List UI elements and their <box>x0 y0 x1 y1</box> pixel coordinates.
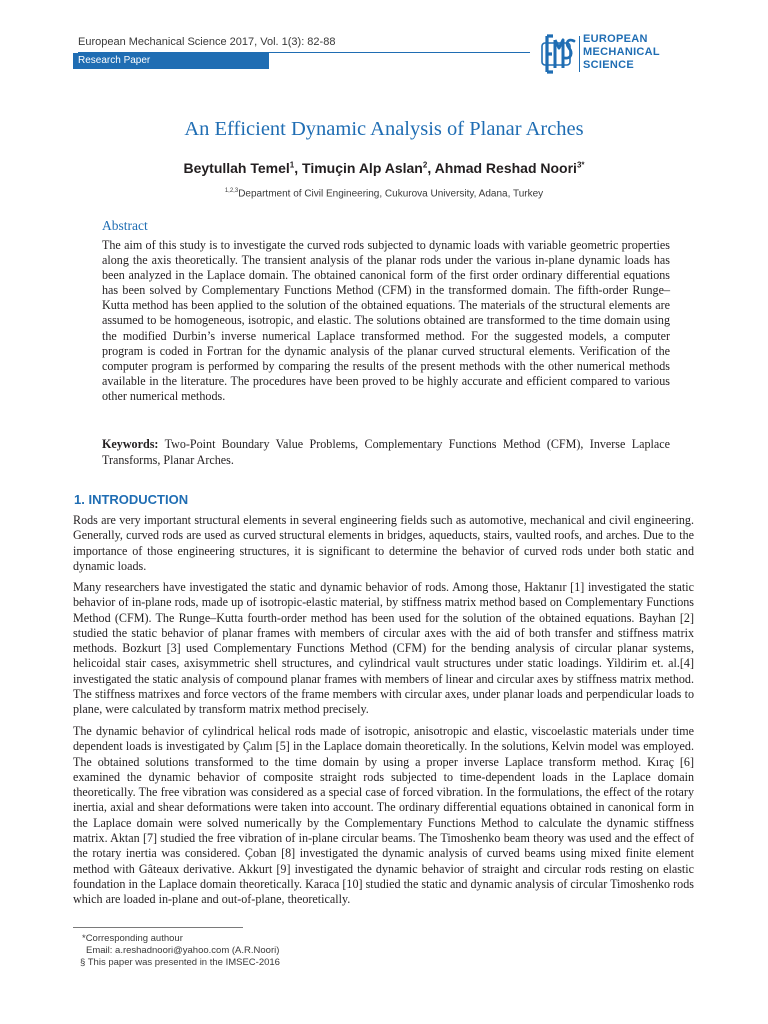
affiliation-mark: 1,2,3 <box>224 188 239 194</box>
abstract-heading: Abstract <box>102 218 148 233</box>
body-paragraph: Many researchers have investigated the static and dynamic behavior of rods. Among those, Haktanır [1] investigated the static behavior of in-plane rods, made up of isotropic-elastic material, by stiffness matrix method based on Complementary Functions Method (CFM). The Runge–Kutta fourth-order method has been used for the solution of the obtained equations. Bayhan [2] studied the static behavior of planar frames with members of circular axes with the aid of both transfer and stiffness matrix methods. Bozkurt [3] used Complementary Functions Method (CFM) for the bending analysis of circular planar systems, helicoidal stair cases, axisymmetric shell structures, and cylindrical vault structures under static loadings. Yildirim et. al.[4] investigated the static analysis of compound planar frames with members of linear and circular axes by stiffness matrix method. The stiffness matrixes and force vectors of the frame members with circular axes, under planar loads and perpendicular loads to plane, were calculated by transform matrix method precisely. <box>73 580 694 717</box>
footnote-email: Email: a.reshadnoori@yahoo.com (A.R.Noori) <box>86 945 280 956</box>
author-list: Beytullah Temel$^1$, Timuçin Alp Aslan$^2$, Ahmad Reshad Noori$^{3*}$ <box>183 160 585 176</box>
keywords <box>102 437 670 468</box>
footnote-rule <box>73 927 243 928</box>
footnote-conference: § This paper was presented in the IMSEC-2016 <box>80 957 280 968</box>
section-heading-introduction: 1. INTRODUCTION <box>74 492 189 507</box>
author-affiliation-mark: 2 <box>422 160 428 170</box>
ems-logo-icon <box>535 32 577 76</box>
author-name: Timuçin Alp Aslan <box>302 160 423 176</box>
author-name: Ahmad Reshad Noori <box>434 160 577 176</box>
affiliation-text: Department of Civil Engineering, Cukurova University, Adana, Turkey <box>238 188 544 200</box>
journal-logo <box>535 32 685 76</box>
paper-type-badge: Research Paper <box>73 53 269 69</box>
author-name: Beytullah Temel <box>183 160 290 176</box>
abstract-body: The aim of this study is to investigate the curved rods subjected to dynamic loads with variable geometric properties along the axis theoretically. The transient analysis of the planar rods under the various in-plane dynamic loads has been analyzed in the Laplace domain. The obtained canonical form of the first order ordinary differential equations has been solved by Complementary Functions Method (CFM) in the transformed domain. The fifth-order Runge–Kutta method has been applied to the solution of the obtained equations. The materials of the structural elements are assumed to be homogeneous, isotropic, and elastic. The solutions obtained are transformed to the time domain using the modified Durbin’s inverse numerical Laplace transformed method. For the suggested models, a computer program is coded in Fortran for the dynamic analysis of the planar curved structural elements. Verification of the computer program is performed by comparing the results of the present methods with the other numerical methods available in the literature. The procedures have been proved to be highly accurate and efficient compared to various other numerical methods. <box>102 238 670 403</box>
logo-line-2: MECHANICAL <box>583 46 660 58</box>
logo-wordmark <box>583 33 660 72</box>
footnote-corresponding-author: *Corresponding authour <box>82 933 183 944</box>
journal-citation: European Mechanical Science 2017, Vol. 1(3): 82-88 <box>78 36 336 48</box>
logo-line-1: EUROPEAN <box>583 33 648 45</box>
body-paragraph: The dynamic behavior of cylindrical helical rods made of isotropic, anisotropic and elastic, viscoelastic materials under time dependent loads is investigated by Çalım [5] in the Laplace domain theoretically. In the solutions, Kelvin model was employed. The obtained solutions transformed to the time domain by using a proper inverse Laplace transform method. Kıraç [6] examined the dynamic behavior of composite straight rods subjected to time-dependent loads in the Laplace domain theoretically. The free vibration was considered as a special case of forced vibration. In the formulations, the effect of the rotary inertia, axial and shear deformations were taken into account. The ordinary differential equations obtained in canonical form in the Laplace domain were solved numerically by the Complementary Functions Method to calculate the dynamic stiffness matrix. Aktan [7] studied the free vibration of in-plane circular beams. The Timoshenko beam theory was used and the effect of the rotary inertia was considered. Çoban [8] investigated the dynamic analysis of curved beams using mixed finite element method with Gâteaux derivative. Akkurt [9] investigated the dynamic behavior of straight and circular rods resting on elastic foundation in the Laplace domain theoretically. Karaca [10] studied the static and dynamic analysis of circular Timoshenko rods which are loaded in-plane and out-of-plane, theoretically. <box>73 724 694 907</box>
body-paragraph: Rods are very important structural elements in several engineering fields such as automotive, mechanical and civil engineering. Generally, curved rods are used as curved structural elements in bridges, aqueducts, stairs, vaulted roofs, and arches. Due to the importance of those engineering structures, it is significant to determine the behavior of curved rods under both static and dynamic loads. <box>73 513 694 573</box>
keywords-label: Keywords: <box>102 437 159 451</box>
author-affiliation-mark: 1 <box>289 160 295 170</box>
affiliation <box>0 188 768 199</box>
paper-title: An Efficient Dynamic Analysis of Planar Arches <box>184 118 584 140</box>
author-affiliation-mark: 3* <box>576 160 585 170</box>
logo-line-3: SCIENCE <box>583 59 634 71</box>
keywords-text: Two-Point Boundary Value Problems, Complementary Functions Method (CFM), Inverse Laplace Transforms, Planar Arches. <box>102 437 670 467</box>
logo-divider <box>579 36 580 72</box>
